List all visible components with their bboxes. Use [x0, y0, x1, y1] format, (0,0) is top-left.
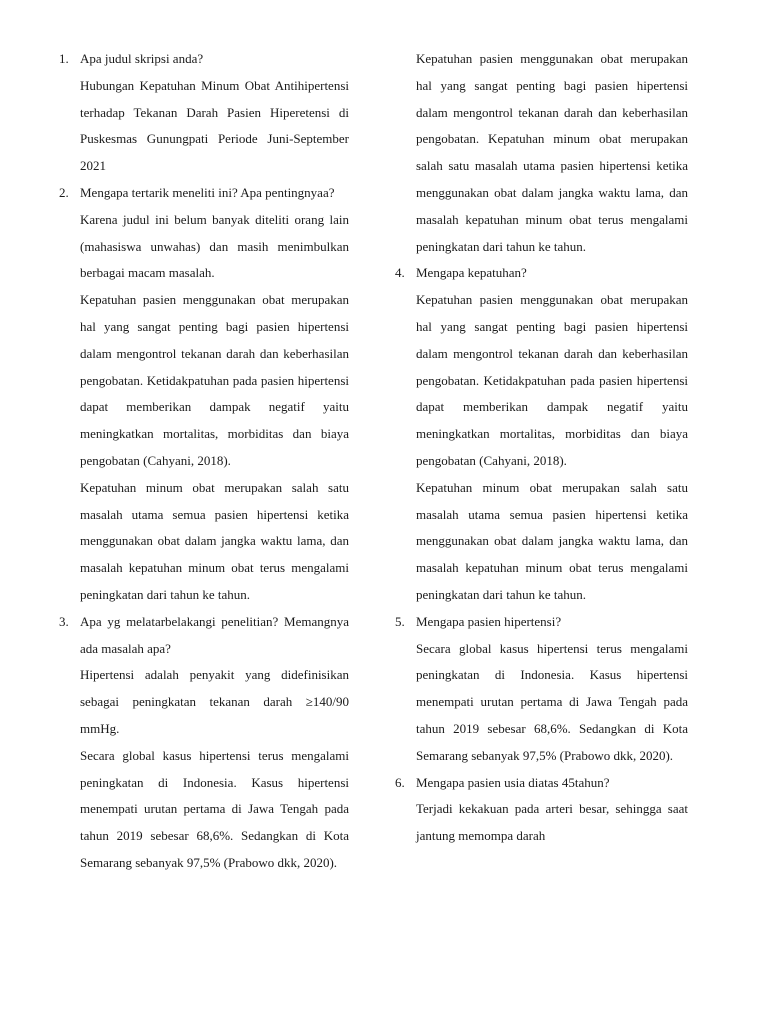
question-5: Mengapa pasien hipertensi?	[416, 613, 562, 629]
item-number: 6.	[395, 774, 405, 790]
question-3: Apa yg melatarbelakangi penelitian? Memangnya ada masalah apa?	[80, 613, 349, 656]
item-number: 3.	[59, 613, 69, 629]
answer-paragraph: Kepatuhan minum obat merupakan salah satu masalah utama semua pasien hipertensi ketika menggunakan obat dalam jangka waktu lama, dan masalah kepatuhan minum obat terus mengalami peningkatan dari tahun ke tahun.	[80, 479, 349, 602]
answer-paragraph: Kepatuhan minum obat merupakan salah satu masalah utama semua pasien hipertensi ketika menggunakan obat dalam jangka waktu lama, dan masalah kepatuhan minum obat terus mengalami peningkatan dari tahun ke tahun.	[416, 479, 688, 602]
question-1: Apa judul skripsi anda?	[80, 51, 204, 66]
list-item-5	[388, 609, 688, 770]
continuation-block	[388, 46, 688, 260]
answer-paragraph: Kepatuhan pasien menggunakan obat merupakan hal yang sangat penting bagi pasien hipertensi dalam mengontrol tekanan darah dan keberhasilan pengobatan. Ketidakpatuhan pada pasien hipertensi dapat memberikan dampak negatif yaitu meningkatkan mortalitas, morbiditas dan biaya pengobatan (Cahyani, 2018).	[416, 292, 688, 468]
answer-paragraph: Secara global kasus hipertensi terus mengalami peningkatan di Indonesia. Kasus hipertensi menempati urutan pertama di Jawa Tengah pada tahun 2019 sebesar 68,6%. Sedangkan di Kota Semarang sebanyak 97,5% (Prabowo dkk, 2020).	[416, 640, 688, 763]
item-number: 4.	[395, 265, 405, 281]
question-2: Mengapa tertarik meneliti ini? Apa pentingnyaa?	[80, 184, 335, 200]
list-item-3	[52, 609, 349, 877]
answer-paragraph: Kepatuhan pasien menggunakan obat merupakan hal yang sangat penting bagi pasien hipertensi dalam mengontrol tekanan darah dan keberhasilan pengobatan. Ketidakpatuhan pada pasien hipertensi dapat memberikan dampak negatif yaitu meningkatkan mortalitas, morbiditas dan biaya pengobatan (Cahyani, 2018).	[80, 292, 349, 468]
list-item-1	[52, 46, 349, 180]
question-4: Mengapa kepatuhan?	[416, 265, 527, 281]
list-item-4	[388, 260, 688, 608]
answer-paragraph: Kepatuhan pasien menggunakan obat merupakan hal yang sangat penting bagi pasien hipertensi dalam mengontrol tekanan darah dan keberhasilan pengobatan. Kepatuhan minum obat merupakan salah satu masalah utama pasien hipertensi ketika menggunakan obat dalam jangka waktu lama, dan masalah kepatuhan minum obat terus mengalami peningkatan dari tahun ke tahun.	[416, 51, 688, 254]
answer-paragraph: Hubungan Kepatuhan Minum Obat Antihipertensi terhadap Tekanan Darah Pasien Hiperetensi di Puskesmas Gunungpati Periode Juni-September 2021	[80, 77, 349, 174]
answer-paragraph: Karena judul ini belum banyak diteliti orang lain (mahasiswa unwahas) dan masih menimbulkan berbagai macam masalah.	[80, 211, 349, 281]
question-6: Mengapa pasien usia diatas 45tahun?	[416, 774, 610, 790]
item-number: 2.	[59, 184, 69, 200]
list-item-6	[388, 770, 688, 850]
answer-paragraph: Secara global kasus hipertensi terus mengalami peningkatan di Indonesia. Kasus hipertensi menempati urutan pertama di Jawa Tengah pada tahun 2019 sebesar 68,6%. Sedangkan di Kota Semarang sebanyak 97,5% (Prabowo dkk, 2020).	[80, 747, 349, 870]
item-number: 1.	[59, 51, 69, 66]
list-item-2	[52, 180, 349, 609]
item-number: 5.	[395, 613, 405, 629]
left-column	[52, 46, 349, 877]
answer-paragraph: Hipertensi adalah penyakit yang didefinisikan sebagai peningkatan tekanan darah ≥140/90 mmHg.	[80, 667, 349, 736]
answer-paragraph: Terjadi kekakuan pada arteri besar, sehingga saat jantung memompa darah	[416, 801, 688, 844]
right-column	[388, 46, 688, 850]
